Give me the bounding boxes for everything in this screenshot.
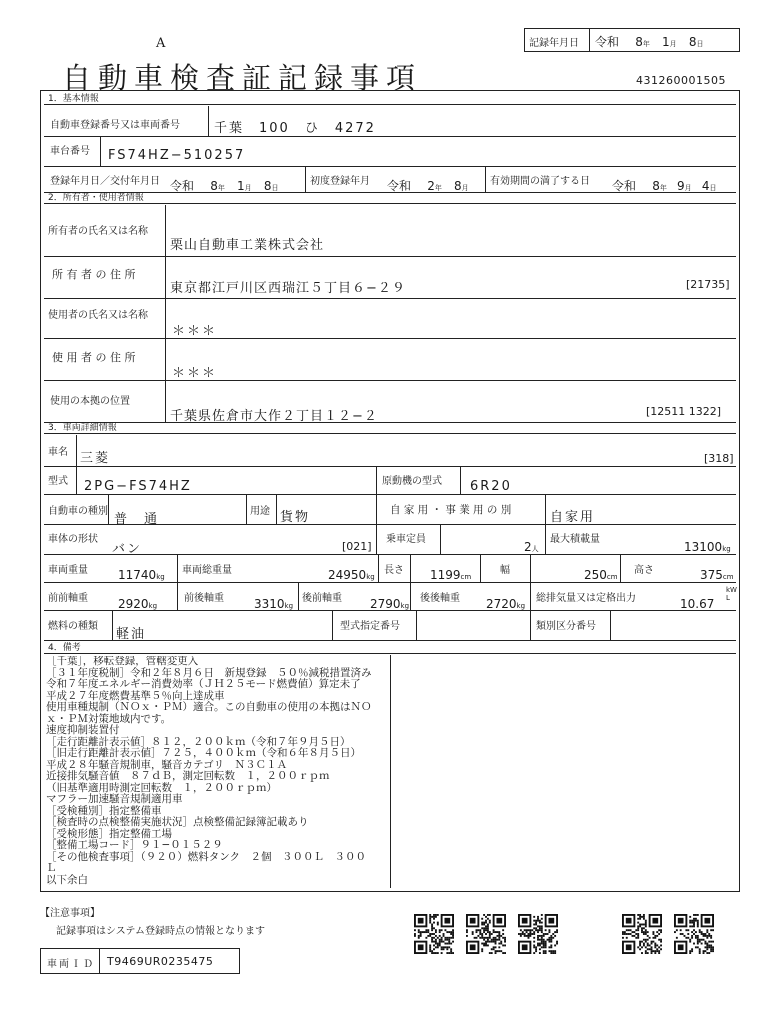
expiry-date: 令和 8年 9月 4日 xyxy=(612,179,717,193)
section-owner-header: 2．所有者・使用者情報 xyxy=(44,192,736,204)
model-label: 型式 xyxy=(48,476,68,487)
first-registration-label: 初度登録年月 xyxy=(310,176,370,187)
fuel-type-label: 燃料の種類 xyxy=(48,621,98,632)
remarks-block xyxy=(46,656,388,886)
remark-line: ［整備工場コード］９１−０１５２９ xyxy=(46,839,223,851)
remark-line: ［３１年度税制］令和２年８月６日 新規登録 ５０％減税措置済み xyxy=(46,666,372,679)
rear-rear-axle: 2720kg xyxy=(486,597,526,611)
remark-line: 使用車種規制（ＮＯｘ・ＰＭ）適合。この自動車の使用の本拠はＮＯ xyxy=(46,701,372,713)
record-date: 令和 8年 1月 8日 xyxy=(595,35,704,49)
private-business: 自家用 xyxy=(550,510,596,525)
body-shape: バン xyxy=(112,542,143,557)
base-location-label: 使用の本拠の位置 xyxy=(50,396,130,407)
first-registration-date: 令和 2年 8月 xyxy=(387,179,469,193)
page-title: 自動車検査証記録事項 xyxy=(62,61,423,95)
chassis-number-label: 車台番号 xyxy=(50,146,90,157)
record-date-day: 8 xyxy=(688,35,697,49)
record-date-label: 記録年月日 xyxy=(529,38,579,49)
vehicle-weight: 11740kg xyxy=(118,568,165,582)
vehicle-kind-label: 自動車の種別 xyxy=(48,506,108,517)
maker-label: 車名 xyxy=(48,447,68,458)
record-date-year: 8 xyxy=(635,35,643,49)
max-load: 13100kg xyxy=(684,540,731,554)
remark-line: ［走行距離計表示値］８１２，２００ｋｍ（令和７年９月５日） xyxy=(46,735,351,748)
user-address-label: 使 用 者 の 住 所 xyxy=(52,351,136,364)
remark-line: 平成２７年度燃費基準５％向上達成車 xyxy=(46,689,225,702)
maker-code: [318] xyxy=(704,452,734,465)
owner-name-label: 所有者の氏名又は名称 xyxy=(48,226,148,237)
rear-front-axle-label: 後前軸重 xyxy=(302,593,342,604)
owner-name: 栗山自動車工業株式会社 xyxy=(170,238,325,253)
remark-line: 速度抑制装置付 xyxy=(46,724,120,736)
user-name: ＊＊＊ xyxy=(172,324,218,339)
gross-weight: 24950kg xyxy=(328,568,375,582)
remark-line: ［千葉］，移転登録，管轄変更入 xyxy=(46,656,199,667)
private-business-label: 自 家 用 ・ 事 業 用 の 別 xyxy=(390,504,512,516)
qr-code-1 xyxy=(414,914,454,954)
owner-address: 東京都江戸川区西瑞江５丁目６−２９ xyxy=(170,281,406,296)
registration-number: 千葉 100 ひ 4272 xyxy=(214,121,376,136)
owner-address-code: [21735] xyxy=(686,278,730,291)
qr-code-3 xyxy=(518,914,558,954)
owner-address-label: 所 有 者 の 住 所 xyxy=(52,268,136,281)
base-location: 千葉県佐倉市大作２丁目１２−２ xyxy=(170,409,378,424)
remark-line: 令和７年度エネルギー消費効率（ＪＨ２５モード燃費値）算定未了 xyxy=(46,678,361,690)
remark-line: 近接排気騒音値 ８７ｄＢ，測定回転数 １，２００ｒｐｍ xyxy=(46,770,330,782)
remark-line: ［受検種別］指定整備車 xyxy=(46,804,162,817)
issue-date-label: 登録年月日／交付年月日 xyxy=(50,176,160,187)
front-front-axle-label: 前前軸重 xyxy=(48,593,88,604)
rear-front-axle: 2790kg xyxy=(370,597,410,611)
type-designation-label: 型式指定番号 xyxy=(340,621,400,632)
front-rear-axle: 3310kg xyxy=(254,597,294,611)
width-label: 幅 xyxy=(500,565,510,576)
remark-line: ｘ・ＰＭ対策地域内です。 xyxy=(46,712,172,725)
record-date-era: 令和 xyxy=(595,35,620,49)
vehicle-id: T9469UR0235475 xyxy=(107,955,214,968)
body-shape-label: 車体の形状 xyxy=(48,534,98,545)
vehicle-id-label: 車両ＩＤ xyxy=(47,959,95,970)
fuel-type: 軽油 xyxy=(116,627,147,642)
remark-line: マフラー加速騒音規制適用車 xyxy=(46,793,183,805)
length: 1199cm xyxy=(430,568,472,582)
registration-number-label: 自動車登録番号又は車両番号 xyxy=(50,120,180,131)
maker: 三菱 xyxy=(80,451,111,466)
chassis-number: FS74HZ−510257 xyxy=(108,148,246,163)
engine-model-label: 原動機の型式 xyxy=(382,476,442,487)
mark-letter: A xyxy=(156,36,166,51)
gross-weight-label: 車両総重量 xyxy=(182,565,232,576)
remark-line: ［検査時の点検整備実施状況］点検整備記録簿記載あり xyxy=(46,816,309,828)
expiry-date-label: 有効期間の満了する日 xyxy=(490,176,590,187)
capacity-label: 乗車定員 xyxy=(386,534,426,545)
height-label: 高さ xyxy=(634,565,654,576)
remark-line: ［その他検査事項］（９２０）燃料タンク ２個 ３００Ｌ ３００ xyxy=(46,850,367,863)
record-date-month: 1 xyxy=(662,35,670,49)
height: 375cm xyxy=(700,568,734,582)
capacity: 2人 xyxy=(524,540,539,554)
base-location-code: [12511 1322] xyxy=(646,405,722,418)
category-number-label: 類別区分番号 xyxy=(536,621,596,632)
user-address: ＊＊＊ xyxy=(172,366,218,381)
front-front-axle: 2920kg xyxy=(118,597,158,611)
qr-code-5 xyxy=(674,914,714,954)
body-shape-code: [021] xyxy=(342,540,372,553)
rear-rear-axle-label: 後後軸重 xyxy=(420,593,460,604)
remark-line: 平成２８年騒音規制車，騒音カテゴリ Ｎ３Ｃ１Ａ xyxy=(46,758,288,771)
notice-text: 記録事項はシステム登録時点の情報となります xyxy=(56,926,265,937)
length-label: 長さ xyxy=(384,565,404,576)
record-date-box xyxy=(524,28,740,52)
max-load-label: 最大積載量 xyxy=(550,534,600,545)
model: 2PG−FS74HZ xyxy=(84,479,192,494)
displacement-label: 総排気量又は定格出力 xyxy=(536,593,636,604)
usage: 貨物 xyxy=(280,510,311,525)
remark-line: ［旧走行距離計表示値］７２５，４００ｋｍ（令和６年８月５日） xyxy=(46,747,361,759)
remark-line: Ｌ xyxy=(46,862,57,874)
vehicle-weight-label: 車両重量 xyxy=(48,565,88,576)
front-rear-axle-label: 前後軸重 xyxy=(184,593,224,604)
usage-label: 用途 xyxy=(250,506,270,517)
vehicle-id-box xyxy=(40,948,240,974)
remark-line: ［受検形態］指定整備工場 xyxy=(46,827,172,840)
width: 250cm xyxy=(584,568,618,582)
vehicle-kind: 普 通 xyxy=(114,512,160,527)
qr-code-2 xyxy=(466,914,506,954)
notice-title: 【注意事項】 xyxy=(40,908,100,919)
section-basic-header: 1．基本情報 xyxy=(44,93,736,105)
section-remarks-header: 4．備考 xyxy=(44,642,736,654)
section-vehicle-header: 3．車両詳細情報 xyxy=(44,422,736,434)
document-number: 431260001505 xyxy=(636,74,726,87)
issue-date: 令和 8年 1月 8日 xyxy=(170,179,279,193)
qr-code-4 xyxy=(622,914,662,954)
engine-model: 6R20 xyxy=(470,479,512,494)
remark-line: 以下余白 xyxy=(46,873,88,886)
displacement: 10.67 xyxy=(680,597,715,611)
displacement-units: kW L xyxy=(726,586,737,602)
user-name-label: 使用者の氏名又は名称 xyxy=(48,310,148,321)
remark-line: （旧基準適用時測定回転数 １，２００ｒｐｍ） xyxy=(46,781,277,794)
